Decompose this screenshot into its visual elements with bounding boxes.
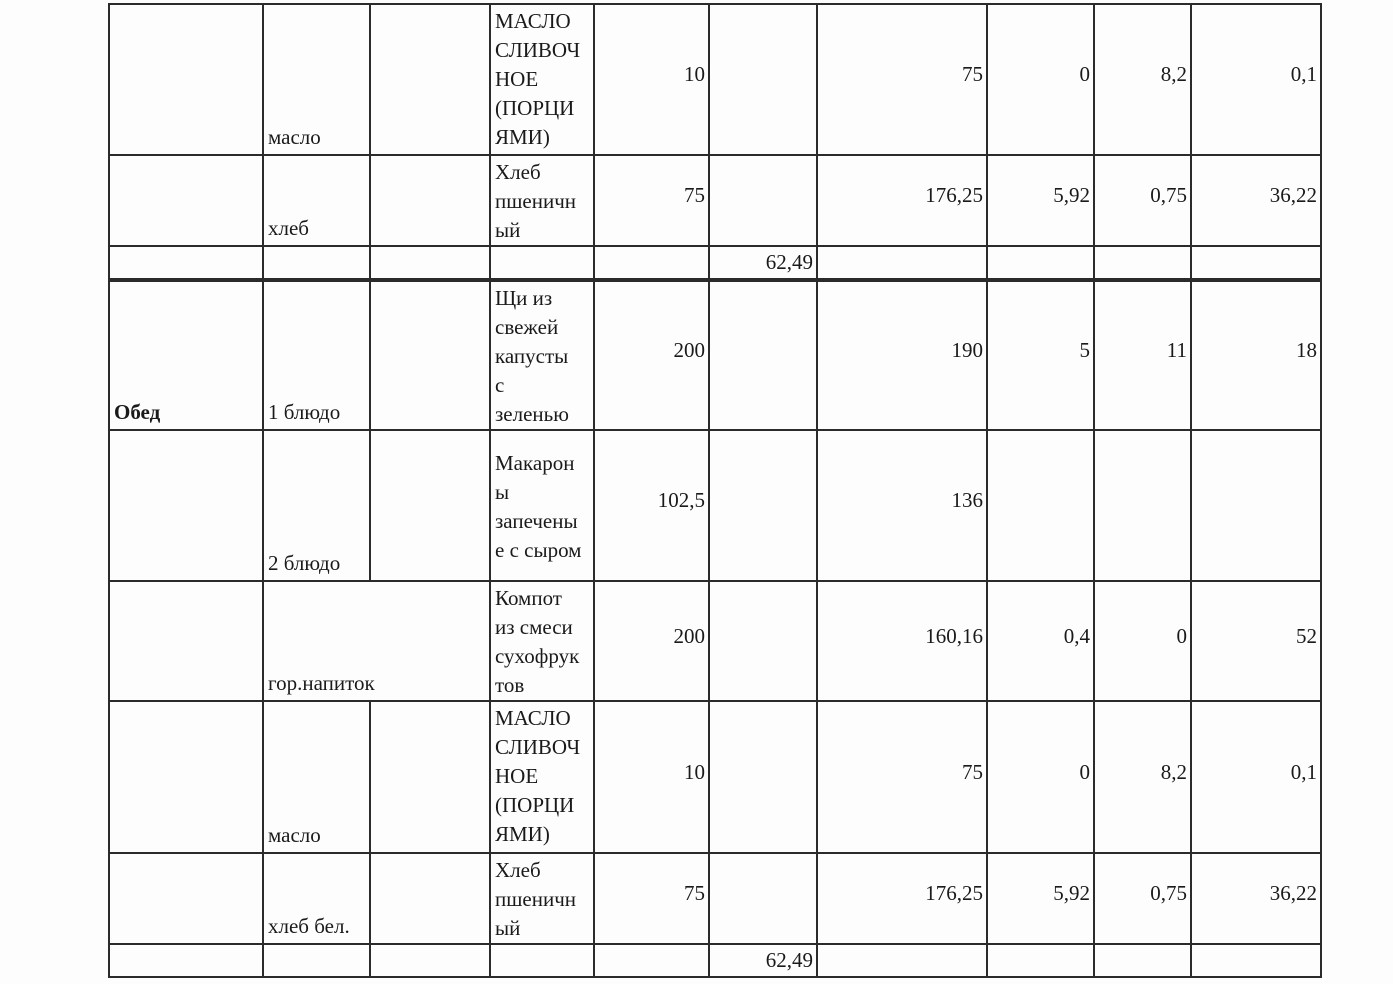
carbs-value: 36,22: [1269, 881, 1317, 905]
carbs-cell: [1191, 430, 1321, 581]
proteins-cell: [987, 853, 1094, 944]
dish-line: (ПОРЦИ: [495, 96, 575, 120]
fats-cell: [1094, 581, 1191, 701]
dish-line: (ПОРЦИ: [495, 793, 575, 817]
carbs-value: 0,1: [1290, 759, 1317, 784]
section-cell: масло: [263, 701, 370, 853]
subtotal-row: [109, 246, 1321, 280]
carbs-value: 0,1: [1290, 62, 1317, 86]
blank-cell: [1094, 246, 1191, 280]
dish-line: сухофрук: [495, 644, 580, 668]
menu-table: [108, 3, 1322, 978]
dish-line: ЯМИ): [495, 822, 550, 846]
blank-cell: [370, 853, 490, 944]
kcal-value: 75: [962, 62, 983, 86]
dish-line: СЛИВОЧ: [495, 735, 581, 759]
blank-cell: [370, 701, 490, 853]
carbs-value: 18: [1296, 338, 1317, 362]
fats-value: 0,75: [1150, 183, 1187, 207]
kcal-value: 190: [951, 338, 983, 362]
weight-cell: [594, 4, 709, 155]
kcal-cell: [817, 430, 987, 581]
weight-cell: [594, 155, 709, 246]
blank-cell: [370, 155, 490, 246]
kcal-cell: [817, 280, 987, 430]
section-cell: 2 блюдо: [263, 430, 370, 581]
fats-cell: [1094, 280, 1191, 430]
kcal-value: 176,25: [925, 183, 983, 207]
blank-cell: [594, 944, 709, 977]
blank-cell: [817, 246, 987, 280]
blank-cell: [1191, 246, 1321, 280]
carbs-cell: [1191, 853, 1321, 944]
dish-line: НОЕ: [495, 67, 539, 91]
price-cell: [709, 853, 817, 944]
weight-cell: [594, 701, 709, 853]
kcal-value: 176,25: [925, 881, 983, 905]
dish-line: ый: [495, 916, 521, 940]
dish-line: с: [495, 373, 505, 397]
fats-cell: [1094, 4, 1191, 155]
price-cell: [709, 581, 817, 701]
price-cell: [709, 280, 817, 430]
dish-line: Щи из: [495, 286, 553, 310]
fats-cell: [1094, 701, 1191, 853]
kcal-cell: [817, 701, 987, 853]
proteins-cell: [987, 4, 1094, 155]
meal-cell: [109, 4, 263, 155]
weight-value: 10: [684, 759, 705, 784]
proteins-cell: [987, 280, 1094, 430]
proteins-cell: [987, 581, 1094, 701]
dish-cell: [490, 155, 594, 246]
meal-cell: [109, 155, 263, 246]
blank-cell: [370, 430, 490, 581]
carbs-cell: [1191, 280, 1321, 430]
blank-cell: [109, 944, 263, 977]
kcal-cell: [817, 155, 987, 246]
table-row: [109, 853, 1321, 944]
kcal-value: 160,16: [925, 623, 983, 648]
dish-line: Макарон: [495, 451, 575, 475]
proteins-cell: [987, 430, 1094, 581]
section-cell: 1 блюдо: [263, 280, 370, 430]
price-cell: [709, 430, 817, 581]
weight-value: 75: [684, 183, 705, 207]
table-row: [109, 581, 1321, 701]
dish-line: МАСЛО: [495, 706, 571, 730]
dish-line: ы: [495, 480, 510, 504]
blank-cell: [370, 4, 490, 155]
weight-value: 10: [684, 62, 705, 86]
proteins-value: 0,4: [1063, 623, 1090, 648]
kcal-value: 75: [962, 759, 983, 784]
dish-line: Компот: [495, 586, 562, 610]
dish-line: Хлеб: [495, 858, 541, 882]
table-row: [109, 155, 1321, 246]
proteins-value: 5,92: [1053, 881, 1090, 905]
kcal-cell: [817, 581, 987, 701]
blank-cell: [109, 246, 263, 280]
fats-value: 8,2: [1160, 62, 1187, 86]
blank-cell: [263, 246, 370, 280]
price-cell: [709, 4, 817, 155]
dish-line: Хлеб: [495, 160, 541, 184]
dish-line: пшеничн: [495, 887, 577, 911]
dish-line: ЯМИ): [495, 125, 550, 149]
dish-line: тов: [495, 673, 525, 697]
dish-line: МАСЛО: [495, 9, 571, 33]
carbs-cell: [1191, 155, 1321, 246]
weight-cell: [594, 581, 709, 701]
subtotal-row: [109, 944, 1321, 977]
fats-value: 0: [1176, 623, 1187, 648]
section-cell: хлеб: [263, 155, 370, 246]
weight-value: 102,5: [657, 488, 705, 512]
proteins-value: 5,92: [1053, 183, 1090, 207]
blank-cell: [987, 246, 1094, 280]
table-row: [109, 280, 1321, 430]
meal-cell: Обед: [109, 280, 263, 430]
fats-cell: [1094, 853, 1191, 944]
fats-cell: [1094, 430, 1191, 581]
carbs-cell: [1191, 581, 1321, 701]
blank-cell: [490, 246, 594, 280]
blank-cell: [263, 944, 370, 977]
weight-cell: [594, 853, 709, 944]
weight-value: 200: [673, 338, 705, 362]
table-row: [109, 701, 1321, 853]
blank-cell: [987, 944, 1094, 977]
weight-cell: [594, 280, 709, 430]
proteins-value: 5: [1079, 338, 1090, 362]
fats-cell: [1094, 155, 1191, 246]
blank-cell: [1191, 944, 1321, 977]
fats-value: 8,2: [1160, 759, 1187, 784]
dish-line: запечены: [495, 509, 578, 533]
section-cell: хлеб бел.: [263, 853, 370, 944]
weight-value: 75: [684, 881, 705, 905]
dish-line: СЛИВОЧ: [495, 38, 581, 62]
proteins-value: 0: [1079, 62, 1090, 86]
blank-cell: [370, 246, 490, 280]
subtotal-price: 62,49: [709, 246, 817, 280]
dish-line: НОЕ: [495, 764, 539, 788]
kcal-cell: [817, 853, 987, 944]
table-row: [109, 4, 1321, 155]
dish-cell: [490, 853, 594, 944]
kcal-cell: [817, 4, 987, 155]
price-cell: [709, 155, 817, 246]
dish-cell: [490, 4, 594, 155]
dish-line: е с сыром: [495, 538, 582, 562]
dish-cell: [490, 581, 594, 701]
dish-line: из смеси: [495, 615, 573, 639]
dish-line: зеленью: [495, 402, 569, 426]
price-cell: [709, 701, 817, 853]
dish-cell: [490, 280, 594, 430]
blank-cell: [490, 944, 594, 977]
dish-line: ый: [495, 218, 521, 242]
meal-cell: [109, 581, 263, 701]
proteins-value: 0: [1079, 759, 1090, 784]
weight-cell: [594, 430, 709, 581]
fats-value: 11: [1166, 338, 1187, 362]
carbs-cell: [1191, 701, 1321, 853]
section-cell: масло: [263, 4, 370, 155]
dish-cell: [490, 701, 594, 853]
carbs-value: 36,22: [1269, 183, 1317, 207]
meal-cell: [109, 701, 263, 853]
blank-cell: [1094, 944, 1191, 977]
proteins-cell: [987, 155, 1094, 246]
table-row: [109, 430, 1321, 581]
section-cell: гор.напиток: [263, 581, 490, 701]
proteins-cell: [987, 701, 1094, 853]
carbs-cell: [1191, 4, 1321, 155]
dish-line: свежей: [495, 315, 559, 339]
fats-value: 0,75: [1150, 881, 1187, 905]
blank-cell: [817, 944, 987, 977]
subtotal-price: 62,49: [709, 944, 817, 977]
meal-cell: [109, 430, 263, 581]
carbs-value: 52: [1296, 623, 1317, 648]
blank-cell: [370, 944, 490, 977]
kcal-value: 136: [951, 488, 983, 512]
dish-line: капусты: [495, 344, 569, 368]
blank-cell: [370, 280, 490, 430]
blank-cell: [594, 246, 709, 280]
dish-line: пшеничн: [495, 189, 577, 213]
meal-cell: [109, 853, 263, 944]
weight-value: 200: [673, 623, 705, 648]
dish-cell: [490, 430, 594, 581]
